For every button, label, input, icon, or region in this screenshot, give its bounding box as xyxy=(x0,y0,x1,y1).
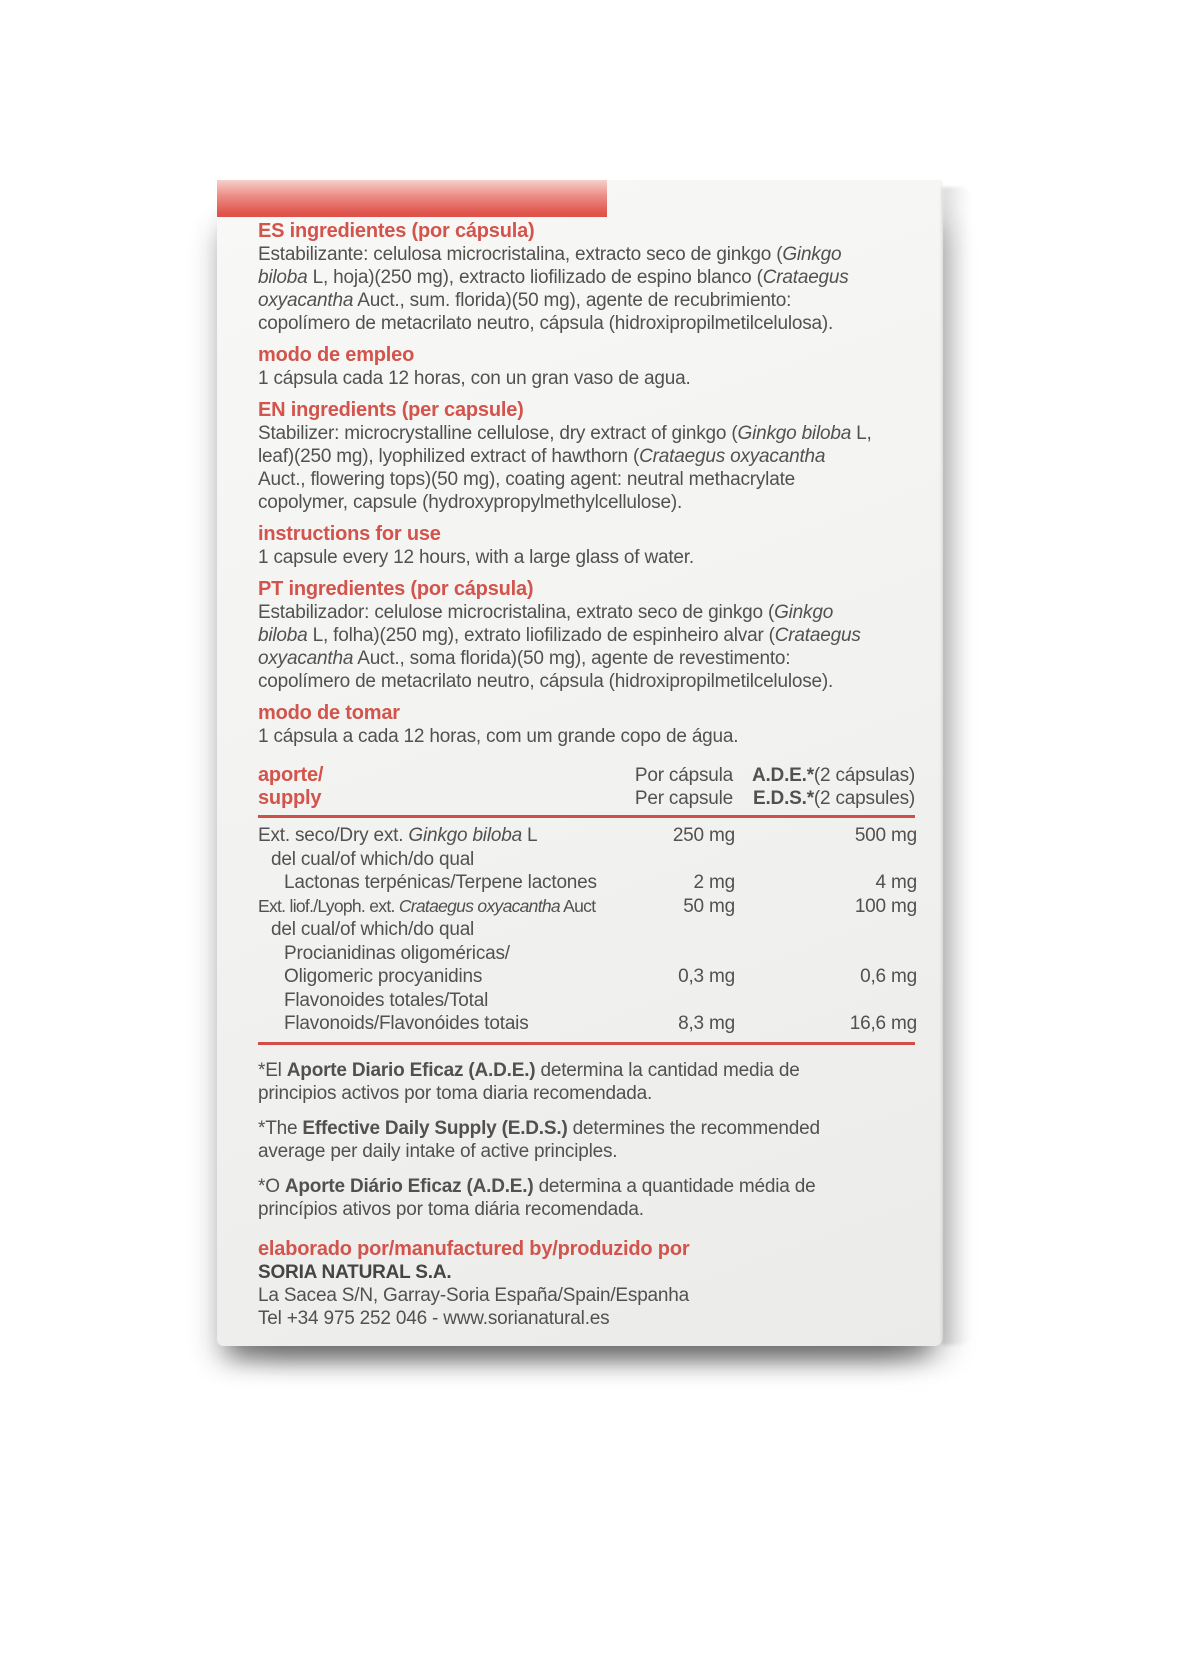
row-value-per-capsule xyxy=(595,848,735,872)
row-value-daily-supply: 500 mg xyxy=(854,825,917,846)
text-segment: ES xyxy=(258,220,285,242)
text-segment: ingredientes (por cápsula) xyxy=(283,578,534,600)
daily-supply-column-header xyxy=(733,764,915,810)
table-row xyxy=(258,824,915,848)
row-value-daily-supply: 100 mg xyxy=(854,895,917,917)
table-bottom-rule xyxy=(258,1042,915,1045)
text-segment: 1 capsule every 12 hours, with a large glass of water. xyxy=(258,547,694,568)
usage-pt-text xyxy=(258,725,872,748)
eds-abbreviation: E.D.S.* xyxy=(753,788,814,809)
manufacturer-phone-web: Tel +34 975 252 046 - www.sorianatural.es xyxy=(258,1307,610,1329)
row-value-per-capsule xyxy=(595,989,735,1013)
text-segment: Ext. liof./Lyoph. ext. xyxy=(258,895,399,916)
per-capsule-header-line-2: Per capsule xyxy=(634,788,733,809)
usage-en-text xyxy=(258,546,872,569)
supply-title-line-1: aporte/ xyxy=(258,764,324,786)
row-value-per-capsule: 250 mg xyxy=(672,825,735,846)
row-label xyxy=(258,824,595,848)
table-row xyxy=(258,895,915,919)
supply-title-line-2: supply xyxy=(258,787,322,809)
per-capsule-header-line-1: Por cápsula xyxy=(634,765,733,786)
eds-capsules-note: (2 capsules) xyxy=(813,788,915,809)
text-segment: Estabilizante: celulosa microcristalina, extracto seco de ginkgo ( xyxy=(258,244,783,265)
text-segment: Crataegus oxyacantha xyxy=(258,267,849,311)
row-label xyxy=(258,895,595,919)
text-segment: Ginkgo biloba xyxy=(258,244,842,288)
text-segment: Auct xyxy=(559,895,596,916)
text-segment: Ext. seco/Dry ext. xyxy=(258,825,409,846)
top-red-band xyxy=(217,180,607,217)
text-segment: *O xyxy=(258,1175,285,1197)
text-segment: Procianidinas oligoméricas/ xyxy=(284,942,510,964)
text-segment: del cual/of which/do qual xyxy=(271,848,475,870)
row-value-per-capsule: 8,3 mg xyxy=(678,1013,735,1034)
row-value-per-capsule: 50 mg xyxy=(683,895,735,917)
supply-table-rows xyxy=(258,824,915,1036)
ingredients-en-heading xyxy=(258,399,915,422)
text-segment: Auct., sum. florida)(50 mg), agente de recubrimiento: copolímero de metacrilato neutro, cápsula (hidroxipropilmetilcelulosa). xyxy=(258,290,834,334)
text-segment: L, leaf)(250 mg), lyophilized extract of hawthorn ( xyxy=(258,423,872,467)
table-top-rule xyxy=(258,815,915,818)
manufacturer-company: SORIA NATURAL S.A. xyxy=(258,1261,452,1283)
text-segment: Crataegus oxyacantha xyxy=(258,625,861,669)
row-label xyxy=(258,1012,595,1036)
row-value-per-capsule: 0,3 mg xyxy=(678,966,735,987)
text-segment: PT xyxy=(258,578,284,600)
ingredients-es-heading xyxy=(258,220,915,243)
per-capsule-column-header xyxy=(593,764,733,810)
row-value-per-capsule: 2 mg xyxy=(693,872,735,893)
table-row xyxy=(258,918,915,942)
ingredients-en-text xyxy=(258,422,872,514)
ingredients-es-text xyxy=(258,243,872,335)
row-label xyxy=(258,918,595,942)
usage-es-text xyxy=(258,367,872,390)
text-segment: L, hoja)(250 mg), extracto liofilizado de espino blanco ( xyxy=(307,267,763,288)
text-segment: Effective Daily Supply (E.D.S.) xyxy=(302,1117,568,1139)
text-segment: Lactonas terpénicas/Terpene lactones xyxy=(284,872,597,893)
text-segment: 1 cápsula cada 12 horas, con un gran vaso de agua. xyxy=(258,368,691,389)
row-value-per-capsule xyxy=(595,942,735,966)
ingredients-pt-heading xyxy=(258,578,915,601)
text-segment: *The xyxy=(258,1117,303,1139)
row-value-daily-supply xyxy=(735,989,917,1013)
table-row xyxy=(258,942,915,966)
text-segment: *El xyxy=(258,1059,287,1081)
row-value-daily-supply xyxy=(735,848,917,872)
text-segment: Flavonoides totales/Total xyxy=(284,989,489,1011)
text-segment: Ginkgo biloba xyxy=(737,423,852,444)
manufacturer-block xyxy=(258,1237,915,1330)
usage-pt-heading xyxy=(258,702,915,725)
text-segment: Aporte Diario Eficaz (A.D.E.) xyxy=(286,1059,536,1081)
text-segment: Aporte Diário Eficaz (A.D.E.) xyxy=(284,1175,534,1197)
footnote xyxy=(258,1117,878,1163)
row-label xyxy=(258,942,595,966)
row-value-per-capsule xyxy=(595,918,735,942)
footnote xyxy=(258,1059,878,1105)
table-row xyxy=(258,1012,915,1036)
text-segment: determina la cantidad media de principios activos por toma diaria recomendada. xyxy=(258,1059,800,1104)
row-value-daily-supply: 4 mg xyxy=(875,872,917,893)
text-segment: del cual/of which/do qual xyxy=(271,919,475,940)
row-value-daily-supply: 0,6 mg xyxy=(860,966,917,987)
supply-table-title xyxy=(258,764,593,810)
table-row xyxy=(258,965,915,989)
table-row xyxy=(258,848,915,872)
ingredients-pt-text xyxy=(258,601,872,693)
row-value-daily-supply: 16,6 mg xyxy=(849,1013,917,1034)
text-segment: Ginkgo biloba xyxy=(258,602,834,646)
text-segment: modo de empleo xyxy=(258,344,415,366)
text-segment: Flavonoids/Flavonóides totais xyxy=(284,1013,529,1034)
text-segment: Crataegus oxyacantha xyxy=(398,895,560,916)
text-segment: L, folha)(250 mg), extrato liofilizado de espinheiro alvar ( xyxy=(307,625,775,646)
text-segment: determines the recommended average per daily intake of active principles. xyxy=(258,1117,820,1162)
manufacturer-heading: elaborado por/manufactured by/produzido por xyxy=(258,1237,690,1260)
eds-header-line xyxy=(733,787,915,810)
footnote xyxy=(258,1175,878,1221)
text-segment: Estabilizador: celulose microcristalina, extrato seco de ginkgo ( xyxy=(258,602,775,623)
text-segment: 1 cápsula a cada 12 horas, com um grande copo de água. xyxy=(258,726,739,747)
usage-en-heading xyxy=(258,523,915,546)
text-segment: determina a quantidade média de princípios ativos por toma diária recomendada. xyxy=(258,1175,816,1220)
footnotes xyxy=(258,1059,915,1221)
text-segment: modo de tomar xyxy=(258,702,400,724)
ade-capsules-note: (2 cápsulas) xyxy=(813,765,915,786)
label-sections xyxy=(258,220,915,748)
text-segment: Stabilizer: microcrystalline cellulose, dry extract of ginkgo ( xyxy=(258,423,738,444)
text-segment: Crataegus oxyacantha xyxy=(639,446,826,467)
text-segment: L xyxy=(521,825,538,846)
row-label xyxy=(258,989,595,1013)
text-segment: Ginkgo biloba xyxy=(408,825,522,846)
supply-table-header xyxy=(258,764,915,810)
text-segment: Auct., flowering tops)(50 mg), coating agent: neutral methacrylate copolymer, capsule (hydroxypropylmethylcellulose). xyxy=(258,469,796,513)
row-label xyxy=(258,965,595,989)
text-segment: ingredientes (por cápsula) xyxy=(284,220,535,242)
ade-header-line xyxy=(733,764,915,787)
text-segment: Auct., soma florida)(50 mg), agente de revestimento: copolímero de metacrilato neutro, cápsula (hidroxipropilmetilcelulose). xyxy=(258,648,834,692)
text-segment: Oligomeric procyanidins xyxy=(284,966,483,987)
table-row xyxy=(258,871,915,895)
package-back-panel xyxy=(217,180,943,1346)
row-value-daily-supply xyxy=(735,918,917,942)
usage-es-heading xyxy=(258,344,915,367)
text-segment: ingredients (per capsule) xyxy=(285,399,524,421)
table-row xyxy=(258,989,915,1013)
text-segment: EN xyxy=(258,399,286,421)
ade-abbreviation: A.D.E.* xyxy=(751,765,814,786)
supply-table xyxy=(258,764,915,1045)
manufacturer-address: La Sacea S/N, Garray-Soria España/Spain/Espanha xyxy=(258,1284,690,1306)
row-label xyxy=(258,871,595,895)
row-label xyxy=(258,848,595,872)
text-segment: instructions for use xyxy=(258,523,441,545)
row-value-daily-supply xyxy=(735,942,917,966)
